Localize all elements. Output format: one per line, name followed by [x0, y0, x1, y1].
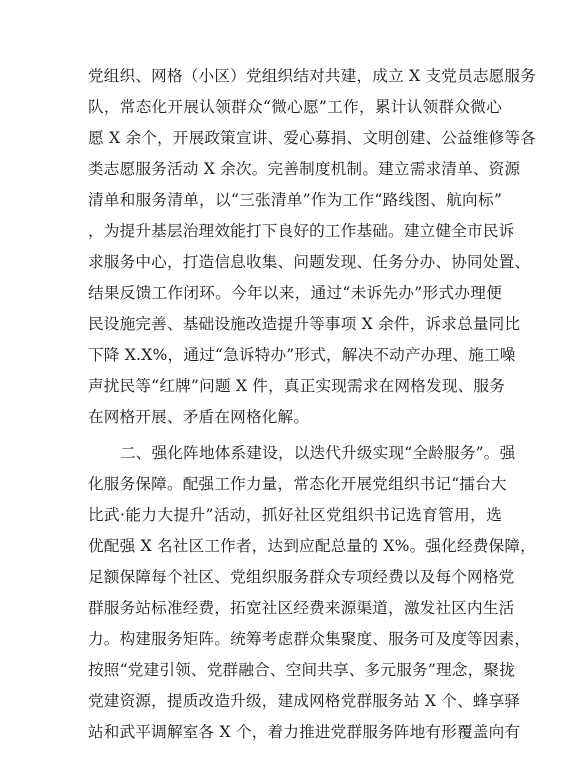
body-text-line: 结果反馈工作闭环。今年以来，通过“未诉先办”形式办理便 [88, 284, 502, 302]
body-text-line: 党建资源，提质改造升级，建成网格党群服务站 X 个、蜂享驿 [88, 692, 521, 710]
body-text-line: 按照“党建引领、党群融合、空间共享、多元服务”理念，聚拢 [88, 661, 515, 679]
body-text-line: 求服务中心，打造信息收集、问题发现、任务分办、协同处置、 [88, 253, 531, 271]
body-text-line: 类志愿服务活动 X 余次。完善制度机制。建立需求清单、资源 [88, 160, 521, 178]
body-text-line: 民设施完善、基础设施改造提升等事项 X 余件，诉求总量同比 [88, 315, 521, 333]
body-text-line: 力。构建服务矩阵。统筹考虑群众集聚度、服务可及度等因素， [88, 630, 531, 648]
body-text-line: 在网格开展、矛盾在网格化解。 [88, 408, 310, 426]
body-text-line: 党组织、网格（小区）党组织结对共建，成立 X 支党员志愿服务 [88, 67, 537, 85]
section-heading-line: 二、强化阵地体系建设，以迭代升级实现“全龄服务”。强 [120, 444, 516, 462]
body-text-line: 比武·能力大提升”活动，抓好社区党组织书记选育管用，选 [88, 506, 502, 524]
body-text-line: 队，常态化开展认领群众“微心愿”工作，累计认领群众微心 [88, 98, 502, 116]
body-text-line: 足额保障每个社区、党组织服务群众专项经费以及每个网格党 [88, 568, 515, 586]
body-text-line: 站和武平调解室各 X 个，着力推进党群服务阵地有形覆盖向有 [88, 723, 521, 741]
body-text-line: 优配强 X 名社区工作者，达到应配总量的 X%。强化经费保障， [88, 537, 536, 555]
body-text-line: 下降 X.X%，通过“急诉特办”形式，解决不动产办理、施工噪 [88, 346, 516, 364]
body-text-line: 群服务站标准经费，拓宽社区经费来源渠道，激发社区内生活 [88, 599, 515, 617]
body-text-line: 化服务保障。配强工作力量，常态化开展党组织书记“擂台大 [88, 475, 507, 493]
body-text-line: 清单和服务清单，以“三张清单”作为工作“路线图、航向标” [88, 191, 502, 209]
body-text-line: 声扰民等“红牌”问题 X 件，真正实现需求在网格发现、服务 [88, 377, 506, 395]
body-text-line: 愿 X 余个，开展政策宣讲、爱心募捐、文明创建、公益维修等各 [88, 129, 537, 147]
body-text-line: ，为提升基层治理效能打下良好的工作基础。建立健全市民诉 [88, 222, 515, 240]
